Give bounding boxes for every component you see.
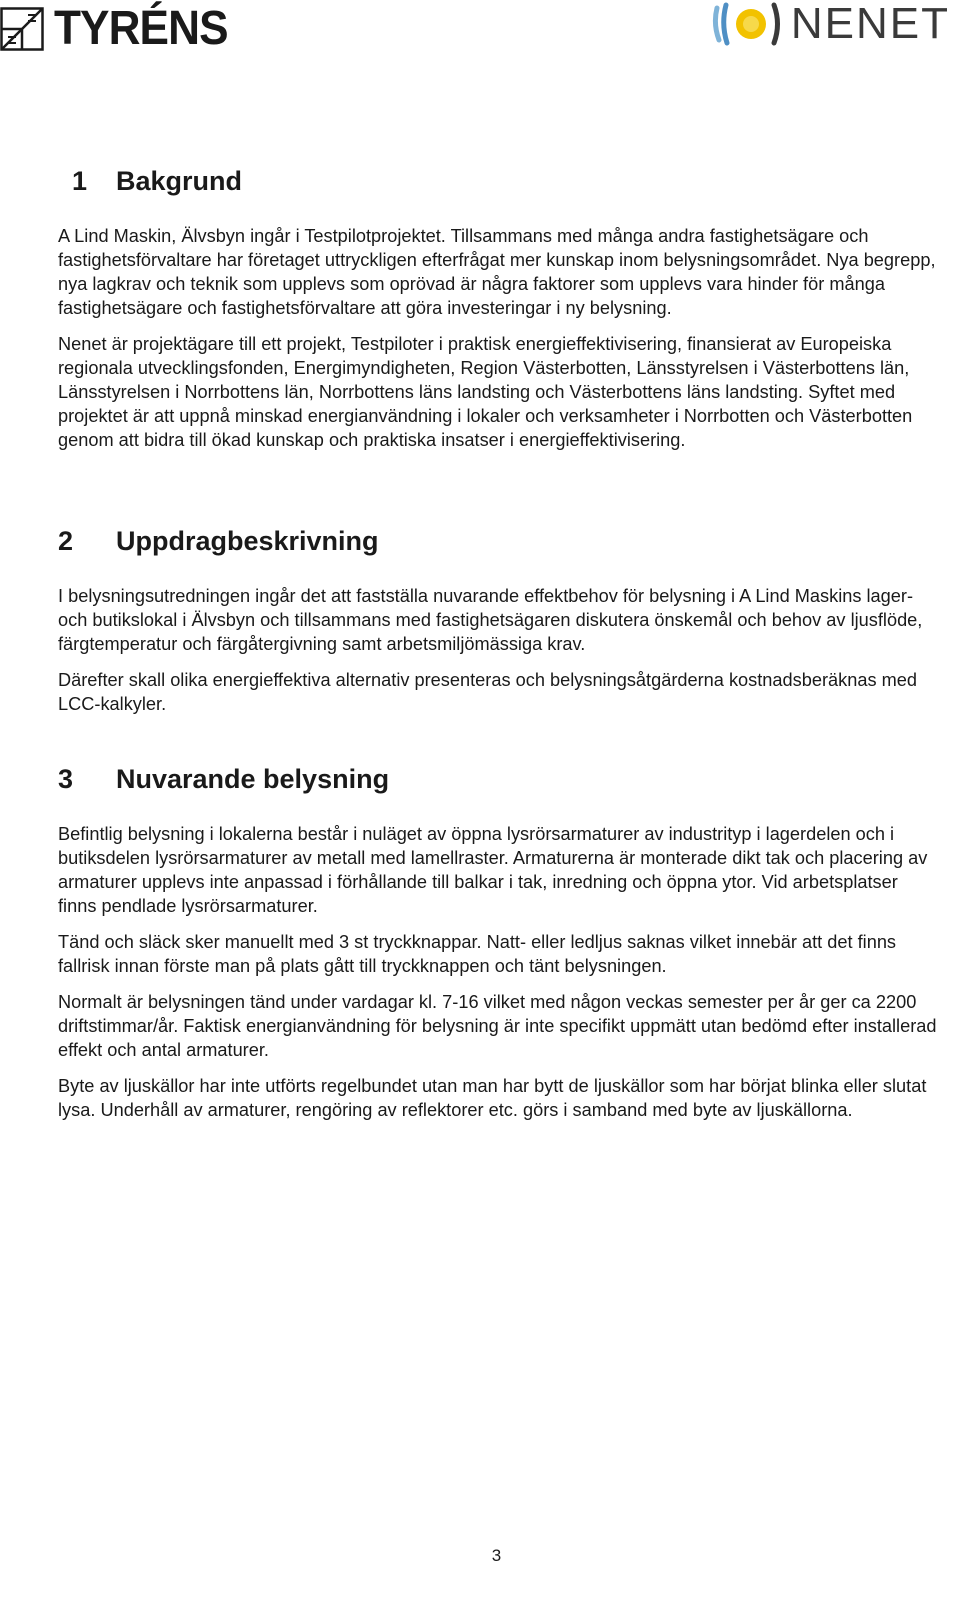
paragraph: Därefter skall olika energieffektiva alternativ presenteras och belysningsåtgärderna kostnadsberäknas med LCC-kalkyler. <box>58 670 917 714</box>
section-heading <box>58 164 938 198</box>
section-title: Bakgrund <box>116 166 243 196</box>
tyrens-emblem-icon <box>0 7 44 51</box>
section-number: 1 <box>72 166 88 196</box>
tyrens-wordmark: TYRÉNS <box>54 2 228 55</box>
nenet-wordmark: NENET <box>790 0 950 48</box>
section-number: 3 <box>58 764 74 794</box>
paragraph: Normalt är belysningen tänd under vardagar kl. 7-16 vilket med någon veckas semester per år ger ca 2200 driftstimmar/år. Faktisk energianvändning för belysning är inte specifikt uppmätt utan bedömd efter installerad effekt och antal armaturer. <box>58 992 937 1060</box>
section-bakgrund <box>58 164 938 452</box>
nenet-logo <box>711 2 950 46</box>
document-body <box>58 164 938 1134</box>
paragraph: I belysningsutredningen ingår det att fastställa nuvarande effektbehov för belysning i A Lind Maskins lager- och butikslokal i Älvsbyn och tillsammans med fastighetsägaren diskutera önskemål och behov av ljusflöde, färgtemperatur och färgåtergivning samt arbetsmiljömässiga krav. <box>58 586 923 654</box>
paragraph: Byte av ljuskällor har inte utförts regelbundet utan man har bytt de ljuskällor som har börjat blinka eller slutat lysa. Underhåll av armaturer, rengöring av reflektorer etc. görs i samband med byte av ljuskällorna. <box>58 1076 927 1120</box>
section-heading <box>58 524 938 558</box>
paragraph: Tänd och släck sker manuellt med 3 st tryckknappar. Natt- eller ledljus saknas vilket innebär att det finns fallrisk innan förste man på plats gått till tryckknappen och tänt belysningen. <box>58 932 897 976</box>
section-heading <box>58 762 938 796</box>
section-number: 2 <box>58 526 74 556</box>
tyrens-logo <box>0 2 243 55</box>
nenet-sun-icon <box>711 2 787 46</box>
paragraph: A Lind Maskin, Älvsbyn ingår i Testpilotprojektet. Tillsammans med många andra fastighetsägare och fastighetsförvaltare har företaget uttryckligen efterfrågat mer kunskap inom belysningsområdet. Nya begrepp, nya lagkrav och teknik som upplevs som oprövad är några faktorer som upplevs vara hinder för många fastighetsägare och fastighetsförvaltare att göra investeringar i ny belysning. <box>58 226 936 318</box>
section-title: Uppdragbeskrivning <box>116 526 379 556</box>
section-uppdragbeskrivning <box>58 524 938 716</box>
page-number: 3 <box>491 1546 502 1565</box>
paragraph: Befintlig belysning i lokalerna består i nuläget av öppna lysrörsarmaturer av industrityp i lagerdelen och i butiksdelen lysrörsarmaturer av metall med lamellraster. Armaturerna är monterade dikt tak och placering av armaturer upplevs inte anpassad i förhållande till balkar i tak, inredning och öppna ytor. Vid arbetsplatser finns pendlade lysrörsarmaturer. <box>58 824 928 916</box>
section-title: Nuvarande belysning <box>116 764 390 794</box>
section-nuvarande-belysning <box>58 762 938 1122</box>
paragraph: Nenet är projektägare till ett projekt, Testpiloter i praktisk energieffektivisering, finansierat av Europeiska regionala utvecklingsfonden, Energimyndigheten, Region Västerbotten, Länsstyrelsen i Västerbottens län, Länsstyrelsen i Norrbottens län, Norrbottens läns landsting och Västerbottens läns landsting. Syftet med projektet är att uppnå minskad energianvändning i lokaler och verksamheter i Norrbotten och Västerbotten genom att bidra till ökad kunskap och praktiska insatser i energieffektivisering. <box>58 334 913 450</box>
